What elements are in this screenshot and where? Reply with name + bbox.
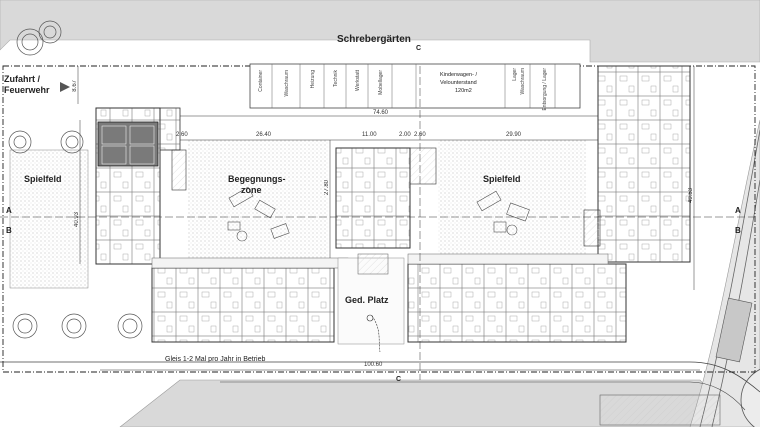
dim-seg-1: 2.60: [176, 132, 188, 138]
storage-label-line3: 120m2: [455, 88, 472, 94]
begegnung-label-line1: Begegnungs-: [228, 174, 286, 184]
schrebergaerten-label: Schrebergärten: [337, 34, 411, 45]
section-marker-c-bottom: C: [396, 376, 402, 383]
dim-seg-4: 2.00: [399, 132, 411, 138]
room-label-technik: Technik: [333, 70, 339, 87]
access-label-line2: Feuerwehr: [4, 85, 50, 95]
bottom-right-building: [408, 264, 626, 342]
left-annex-stair: [172, 150, 186, 190]
ged-platz-label: Ged. Platz: [345, 295, 389, 305]
begegnung-label-line2: zone: [241, 185, 262, 195]
storage-label-line2: Velounterstand: [440, 80, 477, 86]
entrance-stair: [358, 254, 388, 274]
left-wing-annex: [160, 108, 180, 150]
room-label-entsorgung: Entsorgung / Lager: [542, 68, 548, 111]
spielfeld-left-label: Spielfeld: [24, 174, 62, 184]
central-stair: [410, 148, 436, 184]
spielfeld-right-label: Spielfeld: [483, 174, 521, 184]
begegnungszone-area: [188, 140, 328, 258]
dim-seg-2: 26.40: [256, 132, 272, 138]
dim-bottom-total: 100.60: [364, 362, 383, 368]
right-wing-stair: [584, 210, 600, 246]
room-label-werkstatt: Werkstatt: [355, 70, 361, 92]
room-label-waschraum: Waschraum: [284, 70, 290, 97]
room-label-waschraum-right: Waschraum: [520, 68, 526, 95]
neighbor-area-top: [0, 0, 760, 62]
access-label-line1: Zufahrt /: [4, 74, 40, 84]
section-marker-c-top: C: [416, 45, 422, 52]
stair-block: [600, 395, 720, 425]
dim-right-height: 49.53: [688, 188, 694, 204]
bottom-left-building: [152, 268, 334, 342]
right-wing-building: [598, 66, 690, 262]
dim-seg-5: 2.60: [414, 132, 426, 138]
dim-access-width: 8.67: [72, 80, 78, 92]
central-building: [336, 148, 410, 248]
section-marker-a-left: A: [6, 206, 12, 215]
dim-mid-height: 27.80: [324, 180, 330, 196]
section-marker-b-right: B: [735, 226, 741, 235]
room-label-lager: Lager: [512, 68, 518, 81]
access-arrow: [60, 82, 70, 92]
connector-corridor-left: [152, 258, 348, 268]
spielfeld-right-area: [438, 140, 586, 258]
storage-label-line1: Kinderwagen- /: [440, 72, 477, 78]
room-label-mobellager: Mobellager: [378, 70, 384, 95]
rail-label: Gleis 1-2 Mal pro Jahr in Betrieb: [165, 356, 266, 363]
service-block: [250, 64, 580, 108]
dim-top-total: 74.60: [373, 110, 389, 116]
room-label-heizung: Heizung: [310, 70, 316, 89]
dim-seg-3: 11.00: [362, 132, 377, 138]
section-marker-b-left: B: [6, 226, 12, 235]
section-marker-a-right: A: [735, 206, 741, 215]
connector-corridor-right: [408, 254, 608, 264]
dim-left-height: 40.93: [74, 212, 80, 228]
dim-seg-6: 29.90: [506, 132, 522, 138]
room-label-container: Container: [258, 70, 264, 92]
